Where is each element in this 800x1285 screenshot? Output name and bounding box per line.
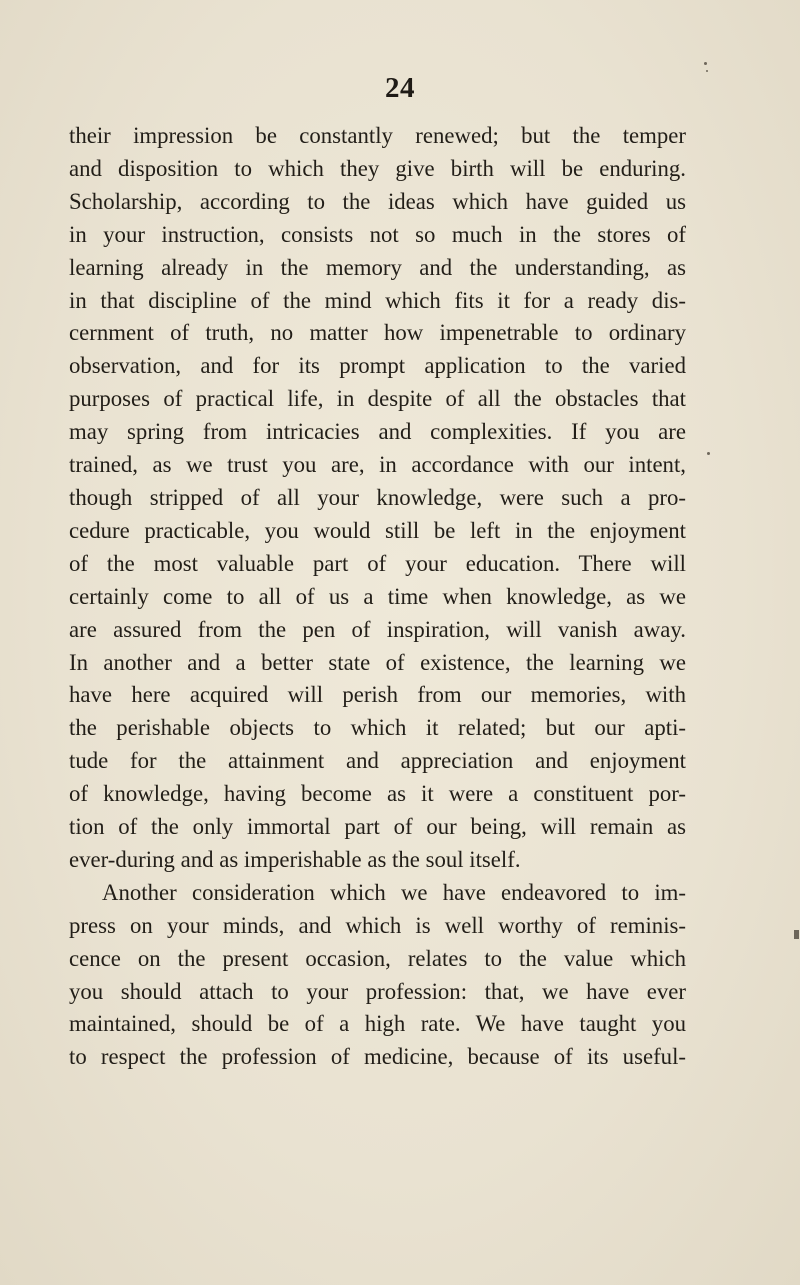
paragraph-end-line: ever-during and as imperishable as the soul itself.: [69, 846, 521, 872]
text-line: trained, as we trust you are, in accordance with our intent,: [69, 452, 686, 478]
text-line: cence on the present occasion, relates to the value which: [69, 945, 686, 971]
text-line: learning already in the memory and the understanding, as: [69, 254, 686, 280]
text-line: you should attach to your profession: that, we have ever: [69, 978, 686, 1004]
text-line: are assured from the pen of inspiration, will vanish away.: [69, 616, 686, 642]
text-line: in your instruction, consists not so much in the stores of: [69, 221, 686, 247]
text-line: of knowledge, having become as it were a constituent por-: [69, 781, 686, 807]
text-line: have here acquired will perish from our memories, with: [69, 682, 686, 708]
text-line: press on your minds, and which is well worthy of reminis-: [69, 912, 686, 938]
text-line: and disposition to which they give birth will be enduring.: [69, 155, 686, 181]
page-number: 24: [385, 72, 415, 104]
print-speck: [707, 452, 710, 455]
text-line: tion of the only immortal part of our being, will remain as: [69, 814, 686, 840]
text-line: in that discipline of the mind which fits it for a ready dis-: [69, 287, 686, 313]
text-line: In another and a better state of existence, the learning we: [69, 649, 686, 675]
text-line: to respect the profession of medicine, because of its useful-: [69, 1044, 686, 1070]
text-line: of the most valuable part of your education. There will: [69, 550, 686, 576]
text-line: their impression be constantly renewed; but the temper: [69, 123, 686, 148]
print-speck: [704, 62, 707, 65]
text-line: cernment of truth, no matter how impenetrable to ordinary: [69, 320, 686, 346]
text-line: observation, and for its prompt application to the varied: [69, 353, 686, 379]
page-body-text: [69, 120, 686, 1074]
text-line: tude for the attainment and appreciation and enjoyment: [69, 748, 686, 774]
text-line: though stripped of all your knowledge, were such a pro-: [69, 484, 686, 510]
text-line: cedure practicable, you would still be left in the enjoyment: [69, 517, 686, 543]
text-line: Scholarship, according to the ideas which have guided us: [69, 188, 686, 214]
text-line: may spring from intricacies and complexities. If you are: [69, 419, 686, 445]
print-speck: [794, 930, 799, 939]
paragraph-start-line: Another consideration which we have endeavored to im-: [102, 879, 686, 905]
text-line: the perishable objects to which it related; but our apti-: [69, 715, 686, 741]
print-speck: [706, 70, 708, 72]
text-line: maintained, should be of a high rate. We have taught you: [69, 1011, 686, 1037]
text-line: purposes of practical life, in despite of all the obstacles that: [69, 386, 686, 412]
text-line: certainly come to all of us a time when knowledge, as we: [69, 583, 686, 609]
